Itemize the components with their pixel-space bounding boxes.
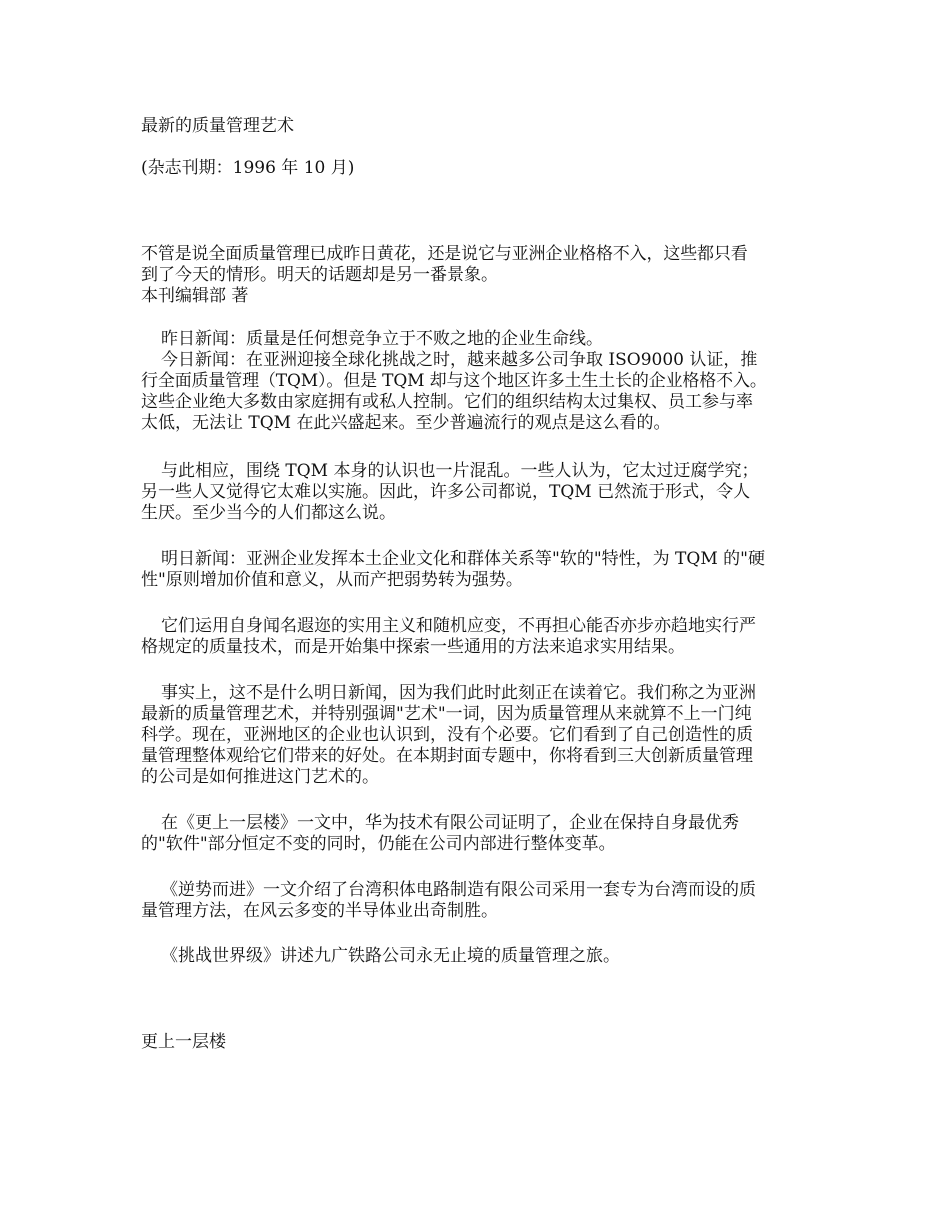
- document-title: 最新的质量管理艺术: [141, 116, 294, 136]
- section-heading: 更上一层楼: [141, 1032, 226, 1052]
- paragraph-line: 《挑战世界级》讲述九广铁路公司永无止境的质量管理之旅。: [161, 946, 620, 966]
- paragraph-line: 科学。现在，亚洲地区的企业也认识到，没有个必要。它们看到了自己创造性的质: [141, 725, 753, 745]
- paragraph-line: 性"原则增加价值和意义，从而产把弱势转为强势。: [141, 570, 523, 590]
- lead-line-1: 不管是说全面质量管理已成昨日黄花，还是说它与亚洲企业格格不入，这些都只看: [141, 244, 748, 264]
- paragraph-line: 这些企业绝大多数由家庭拥有或私人控制。它们的组织结构太过集权、员工参与率: [141, 392, 753, 412]
- paragraph-line: 昨日新闻：质量是任何想竞争立于不败之地的企业生命线。: [161, 329, 603, 349]
- paragraph-line: 另一些人又觉得它太难以实施。因此，许多公司都说，TQM 已然流于形式，令人: [141, 482, 751, 502]
- paragraph-line: 它们运用自身闻名遐迩的实用主义和随机应变，不再担心能否亦步亦趋地实行严: [161, 616, 756, 636]
- paragraph-line: 在《更上一层楼》一文中，华为技术有限公司证明了，企业在保持自身最优秀: [161, 813, 739, 833]
- paragraph-line: 的公司是如何推进这门艺术的。: [141, 767, 379, 787]
- paragraph-line: 太低，无法让 TQM 在此兴盛起来。至少普遍流行的观点是这么看的。: [141, 413, 671, 433]
- paragraph-line: 《逆势而进》一文介绍了台湾积体电路制造有限公司采用一套专为台湾而设的质: [161, 880, 756, 900]
- paragraph-line: 格规定的质量技术，而是开始集中探索一些通用的方法来追求实用结果。: [141, 637, 685, 657]
- paragraph-line: 行全面质量管理（TQM）。但是 TQM 却与这个地区许多土生土长的企业格格不入。: [141, 371, 767, 391]
- issue-date: (杂志刊期：1996 年 10 月): [141, 158, 355, 178]
- paragraph-line: 的"软件"部分恒定不变的同时，仍能在公司内部进行整体变革。: [141, 834, 616, 854]
- paragraph-line: 今日新闻：在亚洲迎接全球化挑战之时，越来越多公司争取 ISO9000 认证，推: [161, 350, 758, 370]
- paragraph-line: 明日新闻：亚洲企业发挥本土企业文化和群体关系等"软的"特性，为 TQM 的"硬: [161, 549, 765, 569]
- paragraph-line: 量管理整体观给它们带来的好处。在本期封面专题中，你将看到三大创新质量管理: [141, 746, 753, 766]
- lead-line-2: 到了今天的情形。明天的话题却是另一番景象。: [141, 265, 498, 285]
- paragraph-line: 生厌。至少当今的人们都这么说。: [141, 503, 396, 523]
- paragraph-line: 与此相应，围绕 TQM 本身的认识也一片混乱。一些人认为，它太过迂腐学究；: [161, 461, 759, 481]
- paragraph-line: 事实上，这不是什么明日新闻，因为我们此时此刻正在读着它。我们称之为亚洲: [161, 683, 756, 703]
- byline: 本刊编辑部 著: [141, 286, 249, 306]
- paragraph-line: 量管理方法，在风云多变的半导体业出奇制胜。: [141, 901, 498, 921]
- paragraph-line: 最新的质量管理艺术，并特别强调"艺术"一词，因为质量管理从来就算不上一门纯: [141, 704, 752, 724]
